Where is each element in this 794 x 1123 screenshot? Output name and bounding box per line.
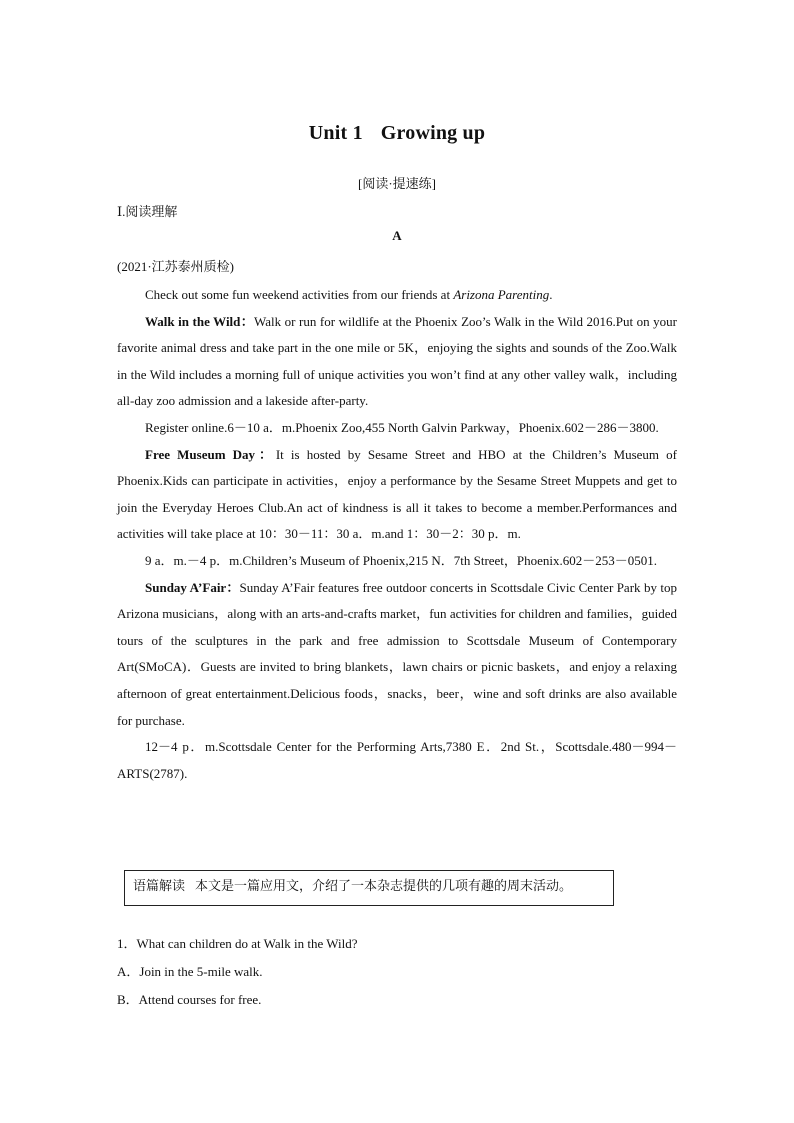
page-title [0,122,794,145]
walk-in-the-wild-info: Register online.6－10 a．m.Phoenix Zoo,455 North Galvin Parkway，Phoenix.602－286－3800. [145,419,659,435]
magazine-name: Arizona Parenting [453,287,550,302]
analysis-box [124,870,614,906]
sunday-afair-heading: Sunday A’Fair： [145,579,240,595]
question-1-option-b: B．Attend courses for free. [117,992,262,1007]
free-museum-day-info: 9 a．m.－4 p．m.Children’s Museum of Phoenix,215 N．7th Street，Phoenix.602－253－0501. [145,552,658,568]
sunday-afair-paragraph: Sunday A’Fair：Sunday A’Fair features free outdoor concerts in Scottsdale Civic Center Park by top Arizona musicians，along with an arts-and-crafts market，fun activities for children and families，guided tours of the sculptures in the park and free admission to Scottsdale Museum of Contemporary Art(SMoCA)．Guests are invited to bring blankets，lawn chairs or picnic baskets，and enjoy a relaxing afternoon of great entertainment.Delicious foods，snacks，beer，wine and soft drinks are also available for purchase. [117,579,677,728]
question-1-stem: 1．What can children do at Walk in the Wild? [117,936,358,951]
walk-in-the-wild-paragraph: Walk in the Wild：Walk or run for wildlife at the Phoenix Zoo’s Walk in the Wild 2016.Put on your favorite animal dress and take part in the one mile or 5K，enjoying the sights and sounds of the Zoo.Walk in the Wild includes a morning full of unique activities you won’t find at any other valley walk，including all-day zoo admission and a lakeside after-party. [117,313,677,409]
sunday-afair-info: 12－4 p．m.Scottsdale Center for the Performing Arts,7380 E．2nd St.，Scottsdale.480－994－ARTS(2787). [117,739,677,781]
passage-letter: A [392,228,402,243]
unit-number: Unit 1 [308,122,363,144]
free-museum-day-paragraph: Free Museum Day：It is hosted by Sesame Street and HBO at the Children’s Museum of Phoenix.Kids can participate in activities，enjoy a performance by the Sesame Street Muppets and get to join the Everyday Heroes Club.An act of kindness is all it takes to become a member.Performances and activities will take place at 10：30－11：30 a．m.and 1：30－2：30 p．m. [117,446,677,542]
passage-body [117,282,677,787]
walk-in-the-wild-heading: Walk in the Wild： [145,313,254,329]
question-1-option-a: A．Join in the 5-mile walk. [117,964,263,979]
exercise-tag: [阅读·提速练] [358,176,436,191]
passage-source: (2021·江苏泰州质检) [117,259,234,274]
analysis-text: 本文是一篇应用文，介绍了一本杂志提供的几项有趣的周末活动。 [195,879,573,894]
free-museum-day-heading: Free Museum Day： [145,446,276,462]
analysis-label: 语篇解读 [133,879,186,894]
section-heading: Ⅰ.阅读理解 [117,204,178,219]
unit-topic: Growing up [380,122,486,144]
intro-paragraph: Check out some fun weekend activities from our friends at Arizona Parenting. [145,287,553,302]
